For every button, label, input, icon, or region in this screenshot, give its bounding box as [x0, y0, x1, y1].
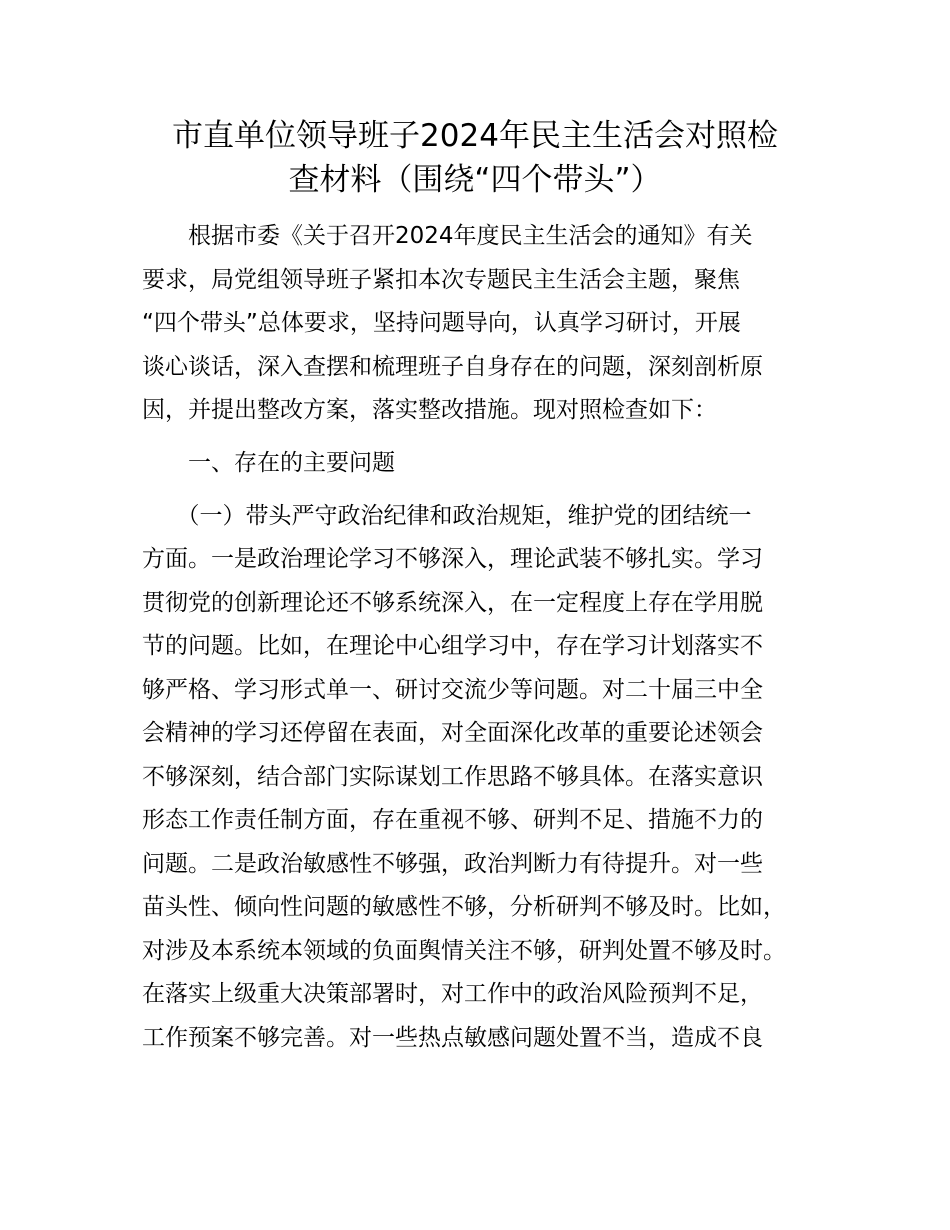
body-line: 不够深刻，结合部门实际谋划工作思路不够具体。在落实意识 — [142, 764, 763, 790]
body-line: 在落实上级重大决策部署时，对工作中的政治风险预判不足， — [142, 981, 763, 1007]
document-title-line-2: 查材料（围绕“四个带头”） — [288, 162, 662, 198]
body-line: “四个带头”总体要求，坚持问题导向，认真学习研讨，开展 — [142, 310, 741, 336]
body-line: 节的问题。比如，在理论中心组学习中，存在学习计划落实不 — [142, 633, 763, 659]
body-line: 会精神的学习还停留在表面，对全面深化改革的重要论述领会 — [142, 720, 763, 746]
body-line: 因，并提出整改方案，落实整改措施。现对照检查如下： — [142, 397, 717, 423]
body-line: （一）带头严守政治纪律和政治规矩，维护党的团结统一 — [142, 503, 752, 529]
body-line: 够严格、学习形式单一、研讨交流少等问题。对二十届三中全 — [142, 677, 763, 703]
body-line: 问题。二是政治敏感性不够强，政治判断力有待提升。对一些 — [142, 851, 763, 877]
body-line: 贯彻党的创新理论还不够系统深入，在一定程度上存在学用脱 — [142, 590, 763, 616]
document-title-line-1: 市直单位领导班子2024年民主生活会对照检 — [172, 118, 778, 154]
section-heading: 一、存在的主要问题 — [142, 450, 395, 476]
body-line: 方面。一是政治理论学习不够深入，理论武装不够扎实。学习 — [142, 546, 763, 572]
body-line: 工作预案不够完善。对一些热点敏感问题处置不当，造成不良 — [142, 1025, 763, 1051]
body-line: 根据市委《关于召开2024年度民主生活会的通知》有关 — [142, 223, 753, 249]
body-line: 对涉及本系统本领域的负面舆情关注不够，研判处置不够及时。 — [142, 938, 786, 964]
body-line: 谈心谈话，深入查摆和梳理班子自身存在的问题，深刻剖析原 — [142, 354, 763, 380]
body-line: 苗头性、倾向性问题的敏感性不够，分析研判不够及时。比如， — [142, 894, 786, 920]
body-line: 形态工作责任制方面，存在重视不够、研判不足、措施不力的 — [142, 807, 763, 833]
body-line: 要求，局党组领导班子紧扣本次专题民主生活会主题，聚焦 — [142, 267, 740, 293]
